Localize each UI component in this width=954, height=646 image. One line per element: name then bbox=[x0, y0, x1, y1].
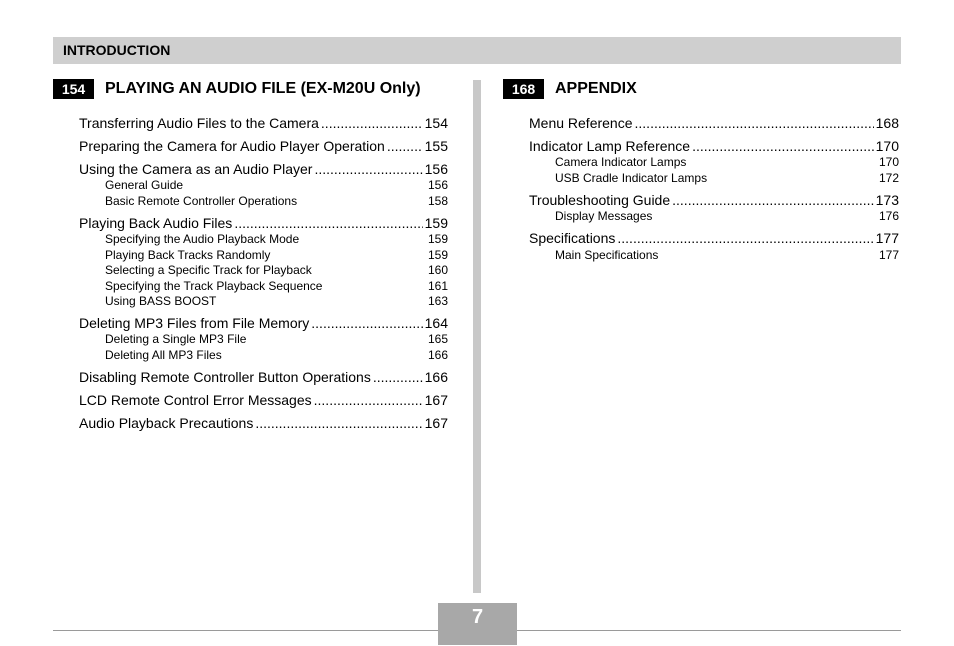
toc-subentry[interactable] bbox=[79, 279, 448, 294]
toc-subentry[interactable] bbox=[529, 248, 899, 263]
toc-entry-title: Menu Reference bbox=[529, 115, 633, 131]
toc-entry-page: 167 bbox=[424, 415, 448, 431]
toc-entry-title: Specifying the Audio Playback Mode bbox=[105, 232, 300, 246]
toc-entry-title: Troubleshooting Guide bbox=[529, 192, 671, 208]
toc-entry[interactable] bbox=[529, 114, 899, 132]
toc-subentry[interactable] bbox=[79, 178, 448, 193]
toc-leader bbox=[311, 314, 422, 332]
toc-entry-page: 156 bbox=[424, 161, 448, 177]
toc-leader bbox=[255, 414, 422, 432]
toc-entry-page: 160 bbox=[427, 263, 448, 277]
toc-entry-page: 172 bbox=[878, 171, 899, 185]
toc-entry-page: 155 bbox=[424, 138, 448, 154]
toc-entry-title: Deleting MP3 Files from File Memory bbox=[79, 315, 310, 331]
right-section-title: APPENDIX bbox=[555, 80, 637, 97]
toc-entry-title: Disabling Remote Controller Button Operations bbox=[79, 369, 371, 385]
toc-entry-page: 156 bbox=[427, 178, 448, 192]
toc-entry-title: Indicator Lamp Reference bbox=[529, 138, 691, 154]
toc-entry-page: 170 bbox=[878, 155, 899, 169]
toc-entry[interactable] bbox=[529, 191, 899, 209]
toc-subentry[interactable] bbox=[79, 332, 448, 347]
right-toc bbox=[529, 0, 899, 646]
toc-subentry[interactable] bbox=[529, 155, 899, 170]
toc-subentry[interactable] bbox=[79, 232, 448, 247]
toc-entry-page: 177 bbox=[875, 230, 899, 246]
toc-entry-title: Display Messages bbox=[555, 209, 653, 223]
toc-subentry[interactable] bbox=[79, 348, 448, 363]
toc-entry-title: Selecting a Specific Track for Playback bbox=[105, 263, 312, 277]
toc-entry-title: Transferring Audio Files to the Camera bbox=[79, 115, 319, 131]
toc-entry[interactable] bbox=[79, 137, 448, 155]
right-page-badge: 168 bbox=[503, 79, 544, 99]
toc-subentry[interactable] bbox=[79, 194, 448, 209]
toc-leader bbox=[672, 191, 874, 209]
toc-leader bbox=[617, 229, 873, 247]
toc-entry-page: 166 bbox=[424, 369, 448, 385]
toc-entry[interactable] bbox=[79, 214, 448, 232]
toc-entry-page: 158 bbox=[427, 194, 448, 208]
toc-entry-title: Specifying the Track Playback Sequence bbox=[105, 279, 323, 293]
toc-subentry[interactable] bbox=[529, 171, 899, 186]
toc-entry-title: Using the Camera as an Audio Player bbox=[79, 161, 313, 177]
toc-entry-title: Basic Remote Controller Operations bbox=[105, 194, 298, 208]
toc-entry-title: USB Cradle Indicator Lamps bbox=[555, 171, 708, 185]
toc-entry-page: 173 bbox=[875, 192, 899, 208]
toc-entry[interactable] bbox=[79, 114, 448, 132]
toc-entry-title: Deleting All MP3 Files bbox=[105, 348, 222, 362]
toc-leader bbox=[314, 160, 422, 178]
toc-subentry[interactable] bbox=[79, 263, 448, 278]
toc-entry[interactable] bbox=[79, 314, 448, 332]
toc-entry-title: Audio Playback Precautions bbox=[79, 415, 254, 431]
toc-entry[interactable] bbox=[79, 368, 448, 386]
toc-subentry[interactable] bbox=[79, 294, 448, 309]
toc-entry-title: Preparing the Camera for Audio Player Operation bbox=[79, 138, 385, 154]
toc-entry-title: LCD Remote Control Error Messages bbox=[79, 392, 312, 408]
toc-entry-page: 163 bbox=[427, 294, 448, 308]
toc-entry-title: General Guide bbox=[105, 178, 184, 192]
toc-entry[interactable] bbox=[529, 229, 899, 247]
toc-entry-page: 166 bbox=[427, 348, 448, 362]
toc-leader bbox=[373, 368, 423, 386]
toc-entry-page: 159 bbox=[424, 215, 448, 231]
toc-entry-page: 165 bbox=[427, 332, 448, 346]
toc-entry-title: Using BASS BOOST bbox=[105, 294, 217, 308]
section-header: INTRODUCTION bbox=[53, 37, 901, 64]
toc-entry-page: 159 bbox=[427, 248, 448, 262]
toc-entry-title: Deleting a Single MP3 File bbox=[105, 332, 247, 346]
toc-entry-page: 170 bbox=[875, 138, 899, 154]
toc-entry-page: 154 bbox=[424, 115, 448, 131]
left-page-badge: 154 bbox=[53, 79, 94, 99]
toc-entry-title: Main Specifications bbox=[555, 248, 659, 262]
toc-subentry[interactable] bbox=[529, 209, 899, 224]
page-number-box bbox=[438, 603, 517, 645]
toc-entry[interactable] bbox=[529, 137, 899, 155]
toc-entry-page: 159 bbox=[427, 232, 448, 246]
toc-leader bbox=[234, 214, 422, 232]
toc-entry[interactable] bbox=[79, 160, 448, 178]
toc-entry-title: Camera Indicator Lamps bbox=[555, 155, 687, 169]
toc-entry-title: Playing Back Audio Files bbox=[79, 215, 233, 231]
page-number: 7 bbox=[471, 606, 484, 628]
toc-subentry[interactable] bbox=[79, 248, 448, 263]
toc-leader bbox=[635, 114, 874, 132]
toc-leader bbox=[314, 391, 423, 409]
left-toc bbox=[79, 0, 448, 646]
toc-leader bbox=[692, 137, 874, 155]
toc-entry-page: 177 bbox=[878, 248, 899, 262]
toc-entry-page: 167 bbox=[424, 392, 448, 408]
toc-entry-page: 161 bbox=[427, 279, 448, 293]
toc-entry[interactable] bbox=[79, 391, 448, 409]
toc-leader bbox=[387, 137, 423, 155]
toc-entry-page: 176 bbox=[878, 209, 899, 223]
left-section-title: PLAYING AN AUDIO FILE (EX-M20U Only) bbox=[105, 80, 421, 97]
toc-entry-title: Specifications bbox=[529, 230, 616, 246]
toc-entry-title: Playing Back Tracks Randomly bbox=[105, 248, 271, 262]
toc-entry-page: 168 bbox=[875, 115, 899, 131]
toc-leader bbox=[321, 114, 423, 132]
toc-entry[interactable] bbox=[79, 414, 448, 432]
toc-entry-page: 164 bbox=[424, 315, 448, 331]
column-divider bbox=[473, 80, 481, 593]
